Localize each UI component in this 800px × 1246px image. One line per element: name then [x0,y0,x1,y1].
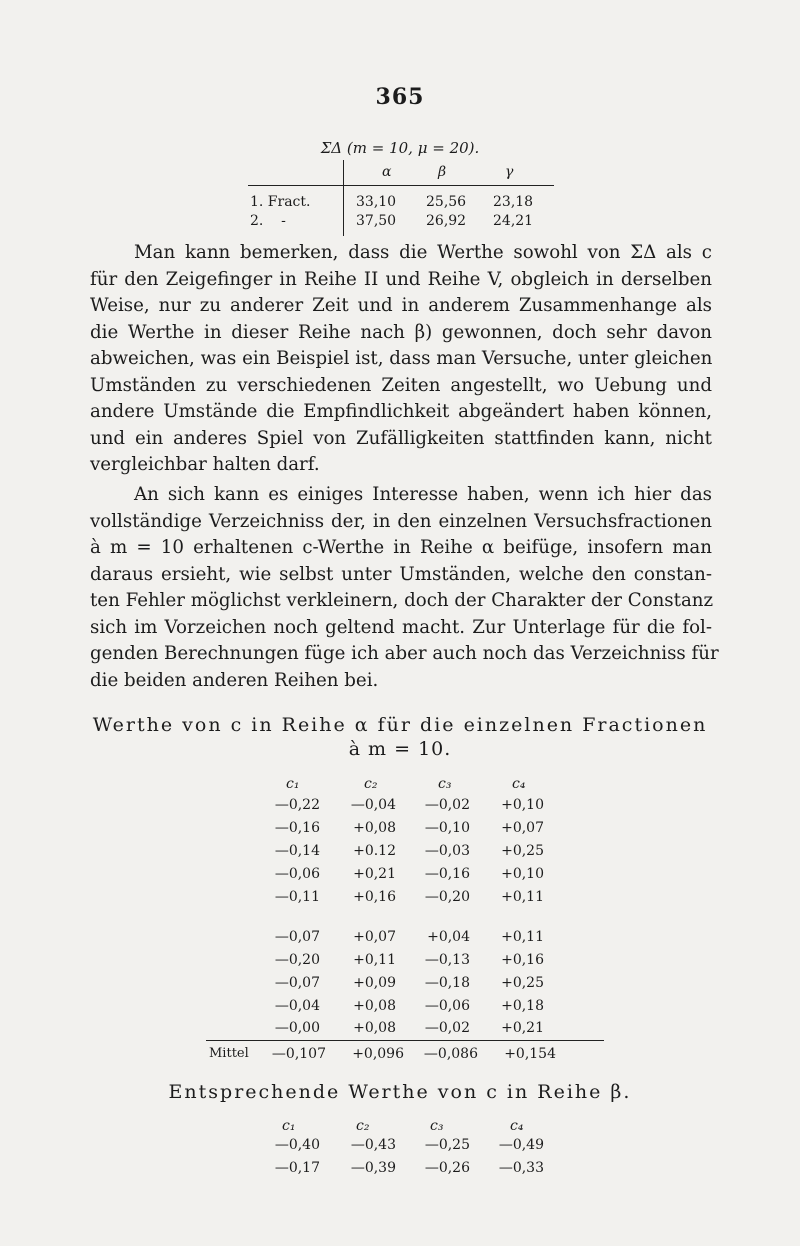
table-beta-cell: —0,40 [274,1137,320,1153]
table-alpha-cell: —0,04 [274,998,320,1014]
table-beta-header: c₄ [510,1118,524,1134]
table-alpha-cell: —0,07 [274,929,320,945]
table-beta-header: c₃ [430,1118,444,1134]
table1-row-label: 1. Fract. [250,194,311,210]
table-alpha-cell: —0,00 [274,1020,320,1036]
paragraph-line: Weise, nur zu anderer Zeit und in anderem Zusammenhange als [90,295,712,316]
table1-row-label: 2. - [250,213,286,229]
paragraph-line: und ein anderes Spiel von Zufälligkeiten stattfinden kann, nicht [90,427,712,449]
table-alpha-cell: +0,10 [501,797,544,813]
table1-title: ΣΔ (m = 10, μ = 20). [320,139,480,157]
table-alpha-cell: —0,13 [424,952,470,968]
table1-header-beta: β [438,164,447,180]
table-alpha-cell: —0,16 [424,866,470,882]
table1-cell: 26,92 [426,213,467,229]
paragraph-line: andere Umstände die Empfindlichkeit abgeändert haben können, [90,401,712,422]
table1-cell: 37,50 [356,213,397,229]
table-alpha-cell: —0,18 [424,975,470,991]
table-alpha-cell: +0,09 [353,975,396,991]
table-beta-header: c₂ [356,1118,370,1134]
table-alpha-cell: +0,11 [353,952,396,968]
paragraph-line: sich im Vorzeichen noch geltend macht. Zur Unterlage für die fol- [90,616,712,638]
table-alpha-cell: —0,02 [424,797,470,813]
table-alpha-cell: +0,07 [501,820,544,836]
table-alpha-cell: —0,04 [350,797,396,813]
table-beta-cell: —0,43 [350,1137,396,1153]
table-alpha-cell: +0,08 [353,998,396,1014]
paragraph-line: die beiden anderen Reihen bei. [90,669,379,691]
table-alpha-cell: +0,21 [501,1020,544,1036]
paragraph-line: abweichen, was ein Beispiel ist, dass man Versuche, unter gleichen [90,348,713,369]
paragraph-line: ten Fehler möglichst verkleinern, doch der Charakter der Constanz [90,590,714,611]
table-alpha-mittel-cell: +0,096 [352,1046,404,1062]
table1-cell: 24,21 [493,213,534,229]
table1-vertical-rule [343,160,344,236]
table-beta-header: c₁ [282,1118,296,1134]
table-alpha-cell: —0,20 [424,889,470,905]
table-alpha-mittel-rule [206,1040,604,1041]
paragraph-line: daraus ersieht, wie selbst unter Umständen, welche den constan- [90,563,712,585]
table-beta-cell: —0,17 [274,1160,320,1176]
table-alpha-cell: —0,06 [274,866,320,882]
table-alpha-mittel-label: Mittel [209,1046,249,1061]
table-alpha-cell: +0,16 [353,889,396,905]
table-alpha-mittel-cell: —0,107 [271,1046,326,1062]
table1-cell: 23,18 [493,194,534,210]
table-alpha-cell: +0,21 [353,866,396,882]
table-alpha-cell: —0,02 [424,1020,470,1036]
table-alpha-header: c₃ [438,776,452,792]
paragraph-2 [90,482,719,694]
table-beta-cell: —0,33 [498,1160,544,1176]
paragraph-line: vollständige Verzeichniss der, in den einzelnen Versuchsfractionen [90,510,712,532]
table1-cell: 33,10 [356,194,397,210]
table-alpha-cell: —0,16 [274,820,320,836]
table1-header-gamma: γ [505,164,514,180]
table1-cell: 25,56 [426,194,467,210]
table-alpha-cell: +0,25 [501,843,544,859]
section-heading-beta: Entsprechende Werthe von c in Reihe β. [168,1081,632,1103]
paragraph-line: vergleichbar halten darf. [90,454,320,475]
table-alpha-cell: —0,14 [274,843,320,859]
table-alpha-cell: +0,25 [501,975,544,991]
section-heading-alpha-sub: à m = 10. [348,738,452,760]
table-alpha-cell: —0,03 [424,843,470,859]
table-alpha-cell: +0,08 [353,820,396,836]
section-heading-alpha: Werthe von c in Reihe α für die einzelnen Fractionen [92,714,708,736]
table-alpha-header: c₂ [364,776,378,792]
page-number: 365 [375,84,425,110]
table-beta-cell: —0,49 [498,1137,544,1153]
paragraph-line: genden Berechnungen füge ich aber auch noch das Verzeichniss für [90,643,719,664]
table-alpha-cell: +0,18 [501,998,544,1014]
table-alpha-cell: +0,07 [353,929,396,945]
table1-header-rule [248,185,554,186]
table-alpha-cell: —0,10 [424,820,470,836]
table-alpha-header: c₄ [512,776,526,792]
table-alpha-header: c₁ [286,776,300,792]
table-beta-cell: —0,39 [350,1160,396,1176]
paragraph-1 [90,240,712,479]
table-beta-cell: —0,26 [424,1160,470,1176]
table-alpha-cell: +0,08 [353,1020,396,1036]
table-alpha-cell: +0,11 [501,889,544,905]
table-alpha-cell: +0,16 [501,952,544,968]
paragraph-line: die Werthe in dieser Reihe nach β) gewonnen, doch sehr davon [90,321,712,343]
paragraph-line: à m = 10 erhaltenen c-Werthe in Reihe α beifüge, insofern man [90,537,712,558]
table-alpha-cell: +0,04 [427,929,470,945]
paragraph-line: für den Zeigefinger in Reihe II und Reihe V, obgleich in derselben [90,268,712,290]
table-alpha-mittel-cell: +0,154 [504,1046,556,1062]
paragraph-line: Umständen zu verschiedenen Zeiten angestellt, wo Uebung und [90,374,712,396]
table-alpha-cell: —0,11 [274,889,320,905]
table-alpha-cell: —0,20 [274,952,320,968]
table-alpha-cell: +0.12 [353,843,396,859]
table1-header-alpha: α [382,164,392,180]
table-alpha-cell: +0,10 [501,866,544,882]
paragraph-line: An sich kann es einiges Interesse haben, wenn ich hier das [134,484,712,505]
table-beta-cell: —0,25 [424,1137,470,1153]
table-alpha-mittel-cell: —0,086 [423,1046,478,1062]
table-alpha-cell: —0,22 [274,797,320,813]
table-alpha-cell: +0,11 [501,929,544,945]
table-alpha-cell: —0,06 [424,998,470,1014]
table-alpha-cell: —0,07 [274,975,320,991]
paragraph-line: Man kann bemerken, dass die Werthe sowohl von ΣΔ als c [134,242,712,263]
